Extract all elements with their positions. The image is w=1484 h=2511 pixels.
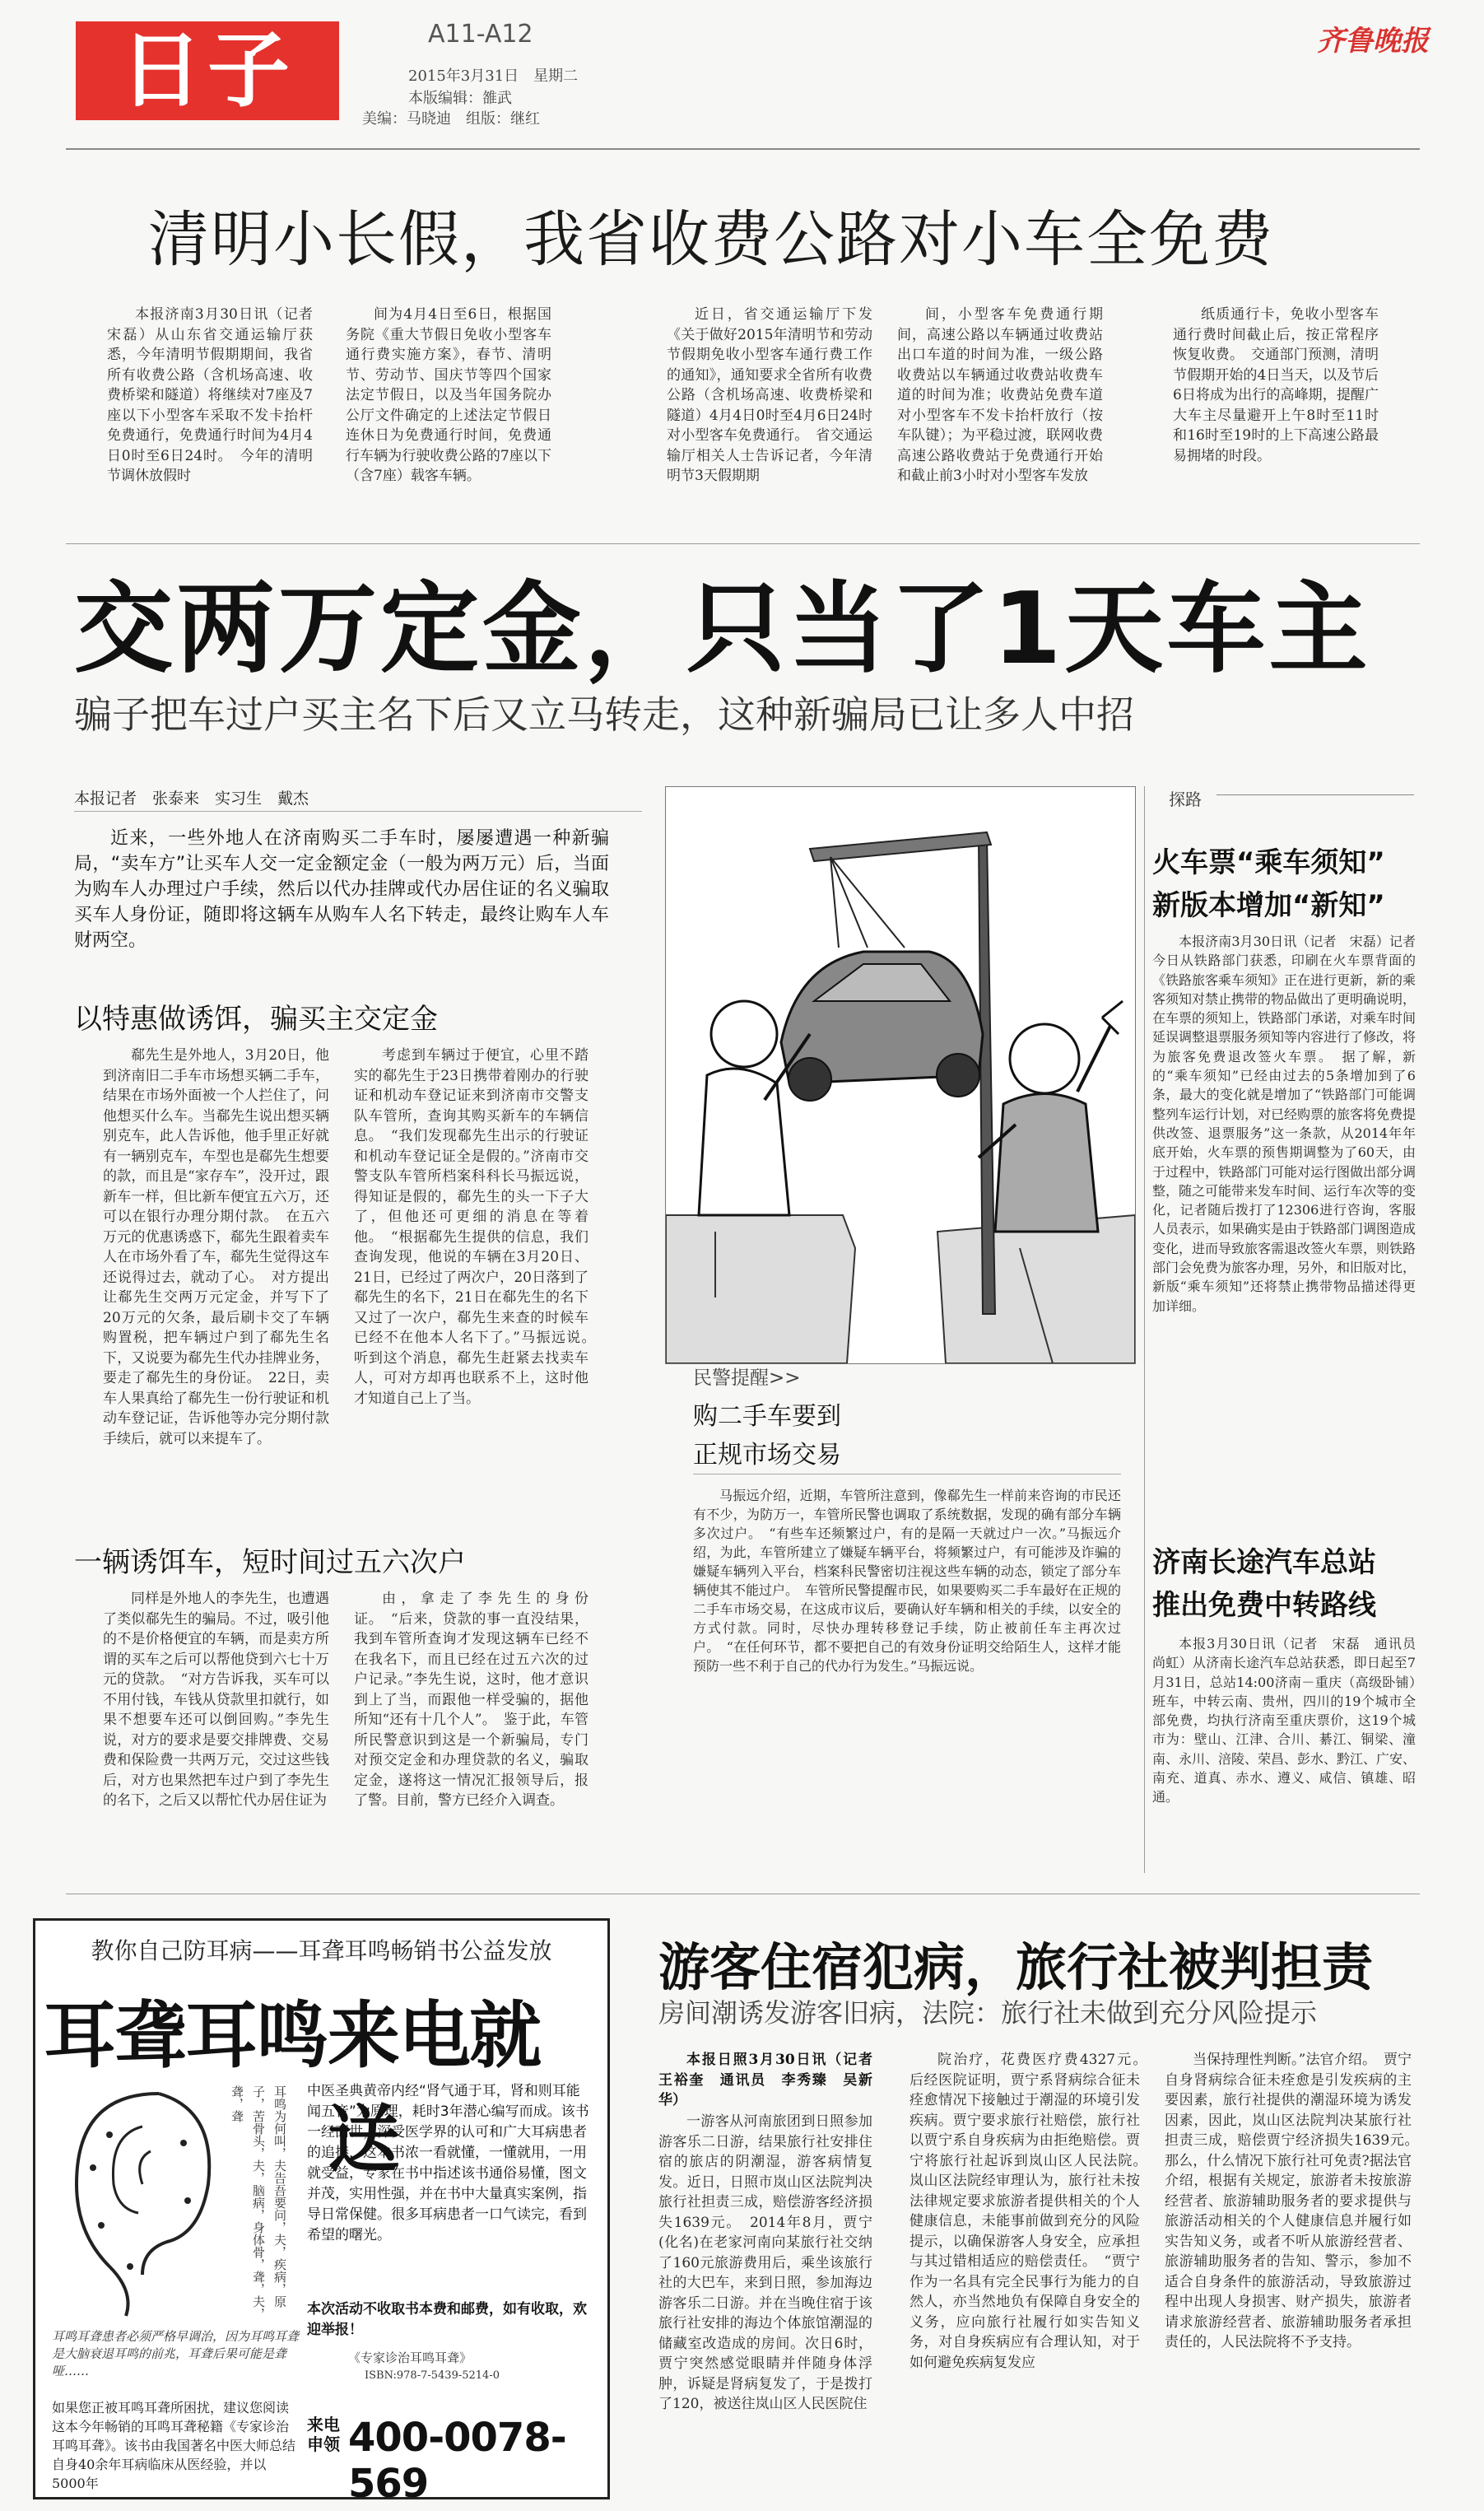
section1-col1: 郗先生是外地人，3月20日，他到济南旧二手车市场想买辆二手车，结果在市场外面被一个人拦住了，问他想买什么车。当郗先生说出想买辆别克车，此人告诉他，他手里正好就有一辆别克车，车型也是郗先生想要的款，而且是“家存车”，没开过，跟新车一样，但比新车便宜五六万，还可以在银行办理分期付款。 在五六万元的优惠诱惑下，郗先生跟着卖车人在市场外看了车，郗先生觉得这车还说得过去，就动了心。 对方提出让郗先生交两万元定金，并写下了20万元的欠条，最后刷卡交了车辆购置税，把车辆过户到了郗先生名下，又说要为郗先生代办挂牌业务，要走了郗先生的身份证。 22日，卖车人果真给了郗先生一份行驶证和机动车登记证，告诉他等办完分期付款手续后，就可以来提车了。 (103, 1047, 329, 1447)
section2-col1: 同样是外地人的李先生，也遭遇了类似郗先生的骗局。不过，吸引他的不是价格便宜的车辆，而是卖方所谓的买车之后可以帮他贷到六七十万元的贷款。 “对方告诉我，买车可以不用付钱，车钱从贷款里扣就行，如果不想要车还可以倒回购。”李先生说，对方的要求是要交排牌费、交易费和保险费一共两万元，交过这些钱后，对方也果然把车过户到了李先生的名下，之后又以帮忙代办居住证为 (103, 1591, 329, 1809)
sidebar-story1-title1: 火车票“乘车须知” (1152, 846, 1385, 879)
sidebar-divider (1144, 786, 1145, 1873)
story1-col3: 近日，省交通运输厅下发《关于做好2015年清明节和劳动节假期免收小型客车通行费工作的通知》，通知要求全省所有收费公路（含机场高速、收费桥梁和隧道）4月4日0时至4月6日24时对小型客车免费通行。 省交通运输厅相关人士告诉记者，今年清明节3天假期期 (667, 306, 872, 484)
ad-ear-caption: 耳鸣耳聋患者必须严格早调治，因为耳鸣耳聋是大脑衰退耳鸣的前兆，耳聋后果可能是聋哑…… (52, 2329, 300, 2378)
section1-col2: 考虑到车辆过于便宜，心里不踏实的郗先生于23日携带着刚办的行驶证和机动车登记证来到济南市交警支队车管所，查询其购买新车的车辆信息。 “我们发现郗先生出示的行驶证和机动车登记证全是假的。”济南市交警支队车管所档案科科长马振远说，得知证是假的，郗先生的头一下子大了，但他还可更细的消息在等着他。 “根据郗先生提供的信息，我们查询发现，他说的车辆在3月20日、21日，已经过了两次户，20日落到了郗先生的名下，21日在郗先生的名下又过了一次户，郗先生来查的时候车已经不在他本人名下了。”马振远说。 听到这个消息，郗先生赶紧去找卖车人，可对方却再也联系不上，这时他才知道自己上了当。 (354, 1047, 602, 1407)
story3-col1: 一游客从河南旅团到日照参加游客乐二日游，结果旅行社安排住宿的旅店的阴潮湿，游客病情复发。近日，日照市岚山区法院判决旅行社担责三成，赔偿游客经济损失1639元。 2014年8月，贾宁(化名)在老家河南向某旅行社交纳了160元旅游费用后，乘坐该旅行社的大巴车，来到日照，参加海边游客乐二日游。并在当晚住宿于该旅行社安排的海边个体旅馆潮湿的储藏室改造成的房间。次日6时，贾宁突然感觉眼睛并伴随身体浮肿，诉疑是肾病复发了，于是拨打了120，被送往岚山区人民医院住 (658, 2113, 872, 2412)
car-tow-cartoon (666, 787, 1135, 1363)
story2-byline: 本报记者 张泰来 实习生 戴杰 (74, 790, 309, 808)
masthead-rule (66, 148, 1420, 150)
story2-lead: 近来，一些外地人在济南购买二手车时，屡屡遭遇一种新骗局，“卖车方”让买车人交一定金额定金（一般为两万元）后，当面为购车人办理过户手续，然后以代办挂牌或代办居住证的名义骗取买车人身份证，随即将这辆车从购车人名下转走，最终让购车人车财两空。 (74, 828, 609, 951)
ad-phone-label: 来电申领 (307, 2415, 340, 2454)
story2-headline: 交两万定金，只当了1天车主 (74, 572, 1371, 687)
ad-publisher: 《专家诊治耳鸣耳聋》 (348, 2350, 472, 2365)
editor-credit: 本版编辑：雒武 (408, 90, 512, 107)
sidebar-tag: 探路 (1169, 790, 1202, 809)
ad-left-text: 如果您正被耳鸣耳聋所困扰，建议您阅读这本今年畅销的耳鸣耳聋秘籍《专家诊治耳鸣耳聋》。该书由我国著名中医大师总结自身40余年耳病临床从医经验，并以5000年 (52, 2400, 296, 2491)
story3-col2: 院治疗，花费医疗费4327元。 后经医院证明，贾宁系肾病综合征未痊愈情况下接触过于潮湿的环境引发疾病。贾宁要求旅行社赔偿，旅行社以贾宁系自身疾病为由拒绝赔偿。贾宁将旅行社起诉到岚山区人民法院。 岚山区法院经审理认为，旅行社未按法律规定要求旅游者提供相关的个人健康信息，未能事前做到充分的风险提示，以确保游客人身安全，应承担与其过错相适应的赔偿责任。 “贾宁作为一名具有完全民事行为能力的自然人，亦当然地负有保障自身安全的义务，应向旅行社履行如实告知义务，对自身疾病应有合理认知，对于如何避免疾病复发应 (909, 2052, 1154, 2371)
story2-subhead: 骗子把车过户买主名下后又立马转走，这种新骗局已让多人中招 (74, 692, 1134, 737)
story1-rule (66, 543, 1420, 544)
section2-col2: 由，拿走了李先生的身份证。 “后来，贷款的事一直没结果，我到车管所查询才发现这辆车已经不在我名下，而且已经在过五六次的过户记录。”李先生说，这时，他才意识到上了当，而跟他一样受骗的，据他所知“还有十几个人”。 鉴于此，车管所民警意识到这是一个新骗局，专门对预交定金和办理贷款的名义，骗取定金，遂将这一情况汇报领导后，报了警。目前，警方已经介入调查。 (354, 1591, 588, 1809)
sidebar-story2-title1: 济南长途汽车总站 (1152, 1546, 1376, 1579)
section1-title: 以特惠做诱饵，骗买主交定金 (74, 1003, 438, 1036)
story1-headline: 清明小长假，我省收费公路对小车全免费 (148, 204, 1274, 275)
page-range: A11-A12 (428, 20, 533, 49)
ad-poem: 耳鸣为何叫，夫告吾要问，夫，疾病，原子，苦骨头，夫，脑病，身体骨，聋，夫，聋，聋 (230, 2085, 287, 2320)
sidebar-story2-text: 本报3月30日讯（记者 宋磊 通讯员 尚虹）从济南长途汽车总站获悉，即日起至7月31日，总站14:00济南－重庆（高级卧铺）班车，中转云南、贵州，四川的19个城市全部免费，均执行济南至重庆票价，这19个城市为：壁山、江津、合川、綦江、铜梁、潼南、永川、涪陵、荣昌、彭水、黔江、广安、南充、道真、赤水、遵义、咸信、镇雄、昭通。 (1152, 1636, 1430, 1805)
ear-illustration (44, 2077, 233, 2324)
section-logo: 日子 (76, 21, 339, 120)
story1-col1: 本报济南3月30日讯（记者 宋磊）从山东省交通运输厅获悉，今年清明节假期期间，我省所有收费公路（含机场高速、收费桥梁和隧道）将继续对7座及7座以下小型客车采取不发卡抬杆免费通行，免费通行时间为4月4日0时至6日24时。 今年的清明节调休放假时 (107, 306, 327, 484)
story1-col2: 间为4月4日至6日，根据国务院《重大节假日免收小型客车通行费实施方案》，春节、清明节、劳动节、国庆节等四个国家法定节假日，以及当年国务院办公厅文件确定的上述法定节假日连休日为免费通行时间，免费通行车辆为行驶收费公路的7座以下（含7座）载客车辆。 (346, 306, 551, 484)
police-tip-line2: 正规市场交易 (693, 1441, 841, 1470)
sidebar-story1-title2: 新版本增加“新知” (1152, 889, 1385, 922)
sidebar-story1-text: 本报济南3月30日讯（记者 宋磊）记者今日从铁路部门获悉，印刷在火车票背面的《铁路旅客乘车须知》正在进行更新，新的乘客须知对禁止携带的物品做出了更明确说明，在车票的须知上，铁路部门承诺，对乘车时间延误调整退票服务须知等内容进行了修改，将为旅客免费退改签火车票。 据了解，新的“乘车须知”已经由过去的5条增加到了6条，最大的变化就是增加了“铁路部门可能调整列车运行计划，对已经购票的旅客将免费提供改签、退票服务”这一条款，从2014年年底开始，火车票的预售期调整为了60天，由于过程中，铁路部门可能对运行图做出部分调整，随之可能带来发车时间、运行车次等的变化，记者随后拨打了12306进行咨询，客服人员表示，如果确实是由于铁路部门调图造成变化，进而导致旅客需退改签火车票，则铁路部门会免费为旅客办理，另外，和旧版对比，新版“乘车须知”还将禁止携带物品描述得更加详细。 (1152, 934, 1417, 1314)
ad-banner: 教你自己防耳病——耳聋耳鸣畅销书公益发放 (91, 1937, 552, 1964)
sidebar-tag-rule (1217, 794, 1414, 795)
ad-phone-number[interactable]: 400-0078-569 (348, 2415, 566, 2507)
cartoon-frame (665, 786, 1136, 1364)
story3-col3: 当保持理性判断。”法官介绍。 贾宁自身肾病综合征未痊愈是引发疾病的主要因素，旅行社提供的潮湿环境为诱发因素，因此，岚山区法院判决某旅行社担责三成，赔偿贾宁经济损失1639元。 那么，什么情况下旅行社可免责?据法官介绍，根据有关规定，旅游者未按旅游经营者、旅游辅助服务者的要求提供与旅游活动相关的个人健康信息并履行如实告知义务，或者不听从旅游经营者、旅游辅助服务者的告知、警示，参加不适合自身条件的旅游活动，导致旅游过程中出现人身损害、财产损失，旅游者请求旅游经营者、旅游辅助服务者承担责任的，人民法院将不予支持。 (1165, 2052, 1426, 2350)
ad-big-left: 耳聋耳鸣 (44, 1993, 328, 2078)
ear-book-ad (33, 1918, 610, 2507)
story3-headline: 游客住宿犯病，旅行社被判担责 (658, 1937, 1374, 1997)
story3-byline: 本报日照3月30日讯（记者 王裕奎 通讯员 李秀臻 吴新华） (658, 2052, 886, 2108)
story3-subhead: 房间潮诱发游客旧病，法院：旅行社未做到充分风险提示 (658, 1997, 1318, 2029)
story1-col4: 间，小型客车免费通行期间，高速公路以车辆通过收费站出口车道的时间为准，一级公路收费站以车辆通过收费站收费车道的时间为准；收费站免费车道对小型客车不发卡抬杆放行（按车队键）；为平稳过渡，联网收费高速公路收费站于免费通行开始和截止前3小时对小型客车发放 (897, 306, 1103, 484)
police-tip-tag: 民警提醒>> (693, 1367, 801, 1389)
section2-title: 一辆诱饵车，短时间过五六次户 (74, 1546, 466, 1579)
police-tip-text: 马振远介绍，近期，车管所注意到，像郗先生一样前来咨询的市民还有不少，为防万一，车管所民警也调取了系统数据，发现的确有部分车辆多次过户。 “有些车还频繁过户，有的是隔一天就过户一次。”马振远介绍，为此，车管所建立了嫌疑车辆平台，将频繁过户，有可能涉及诈骗的嫌疑车辆列入平台，档案科民警密切注视这些车辆的动态，锁定了部分车辆使其不能过户。 车管所民警提醒市民，如果要购买二手车最好在正规的二手车市场交易，在这成市议后，要确认好车辆和相关的手续，以安全的方式付款。同时，尽快办理转移登记手续，防止被前任车主再次过户。 “在任何环节，都不要把自己的有效身份证明交给陌生人，这样才能预防一些不利于自己的代办行为发生。”马振远说。 (693, 1488, 1122, 1674)
ad-body: 中医圣典黄帝内经“肾气通于耳，肾和则耳能闻五音”为原理，耗时3年潜心编写而成。该书一经面世，深受医学界的认可和广大耳病患者的追捧，这本书浓一看就懂，一懂就用，一用就受益，专家在书中指述该书通俗易懂，图文并茂，实用性强，并在书中大量真实案例，指导日常保健。很多耳病患者一口气读完，看到希望的曙光。 (307, 2083, 589, 2243)
sidebar-story2-title2: 推出免费中转路线 (1152, 1589, 1376, 1622)
designer-credit: 美编：马晓迪 组版：继红 (362, 110, 540, 128)
issue-date: 2015年3月31日 星期二 (408, 68, 579, 85)
newspaper-name: 齐鲁晚报 (1317, 25, 1429, 58)
ad-big-right: 来电就送 (328, 1993, 541, 2182)
police-tip-line1: 购二手车要到 (693, 1402, 841, 1431)
ad-isbn: ISBN:978-7-5439-5214-0 (365, 2369, 500, 2382)
story1-col5: 纸质通行卡，免收小型客车通行费时间截止后，按正常程序恢复收费。 交通部门预测，清明节假期开始的4日当天，以及节后6日将成为出行的高峰期，提醒广大车主尽量避开上午8时至11时和16时至19时的上下高速公路最易拥堵的时段。 (1173, 306, 1379, 464)
ad-free-note: 本次活动不收取书本费和邮费，如有收取，欢迎举报！ (307, 2301, 587, 2338)
story2-byline-rule (74, 811, 642, 812)
